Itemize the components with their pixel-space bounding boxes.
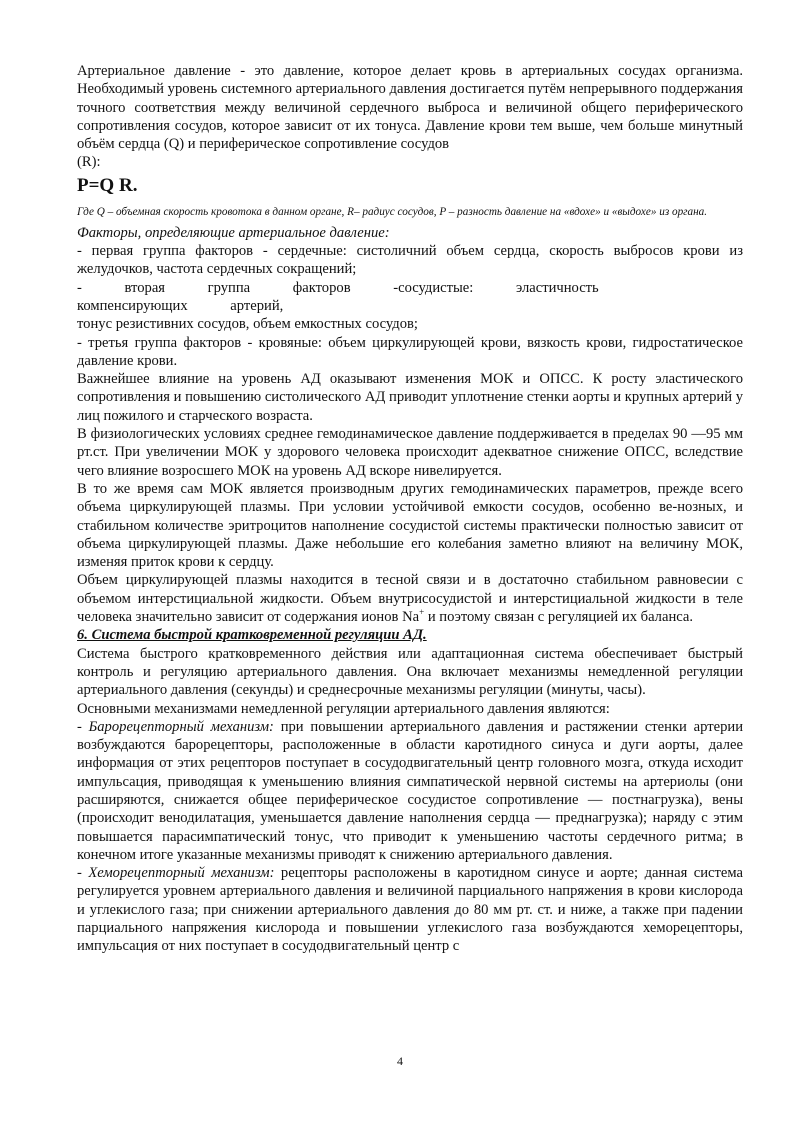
paragraph-physiology: В физиологических условиях среднее гемодинамическое давление поддерживается в пределах 90 —95 мм рт.ст. При увеличении МОК у здорового человека происходит адекватное снижение ОПСС, вследствие чего влияние возросшего МОК на уровень АД вскоре нивелируется. [77,426,743,479]
paragraph-chemoreceptor: - Хеморецепторный механизм: рецепторы расположены в каротидном синусе и аорте; данная система регулируется уровнем артериального давления и величиной парциального напряжения в крови кислорода и углекислого газа; при снижении артериального давления до 80 мм рт. ст. и ниже, а также при падении парциального напряжения кислорода и повышении углекислого газа возбуждаются хеморецепторы, импульсация от них поступает в сосудодвигательный центр с [77,865,743,955]
page-number: 4 [397,1054,403,1068]
document-page [77,62,743,956]
paragraph-mok: В то же время сам МОК является производным других гемодинамических параметров, прежде всего объема циркулирующей плазмы. При условии устойчивой емкости сосудов, особенно ве-нозных, и стабильном количестве эритроцитов наполнение сосудистой системы практически полностью зависит от объема циркулирующей плазмы. Даже небольшие его колебания заметно влияют на величину МОК, изменяя приток крови к сердцу. [77,480,743,571]
factor-group-2-line1: - вторая группа факторов -сосудистые: эластичность компенсирующих артерий, [77,279,599,314]
paragraph-influence: Важнейшее влияние на уровень АД оказывают изменения МОК и ОПСС. К росту эластического сопротивления и повышению систолического АД приводит уплотнение стенки аорты и крупных артерий у лиц пожилого и старческого возраста. [77,371,743,424]
paragraph-system: Система быстрого кратковременного действия или адаптационная система обеспечивает быстрый контроль и регуляцию артериального давления. Она включает механизмы немедленной регуляции артериального давления (секунды) и среднесрочные механизмы регуляции (минуты, часы). [77,645,743,699]
paragraph-baroreceptor: - Барорецепторный механизм: при повышении артериального давления и растяжении стенки артерии возбуждаются барорецепторы, расположенные в области каротидного синуса и дуги аорты, далее информация от этих рецепторов поступает в сосудодвигательный центр головного мозга, откуда исходит импульсация, приводящая к уменьшению влияния симпатической нервной системы на артериолы (они расширяются, снижается общее периферическое сосудистое сопротивление — постнагрузка), вены (происходит венодилатация, уменьшается давление наполнения сердца — преднагрузка); наряду с этим повышается парасимпатический тонус, что приводит к уменьшению частоты сердечного ритма; в конечном итоге указанные механизмы приводят к снижению артериального давления. [77,718,744,863]
factor-group-1: - первая группа факторов - сердечные: систоличний объем сердца, скорость выбросов крови из желудочков, частота сердечных сокращений; [77,243,743,278]
paragraph-plasma: Объем циркулирующей плазмы находится в тесной связи и в достаточно стабильном равновесии с объемом интерстициальной жидкости. Объем внутрисосудистой и интерстициальной жидкости в теле человека значительно зависит от содержания ионов Na+ и поэтому связан с регуляцией их баланса. [77,572,743,626]
formula-note: Где Q – объемная скорость кровотока в данном органе, R– радиус сосудов, P – разность давление на «вдохе» и «выдохе» из органа. [77,205,708,218]
section-heading: 6. Система быстрой кратковременной регуляции АД. [77,627,427,644]
paragraph-intro-tail: (R): [77,154,101,171]
formula: P=Q R. [77,174,138,196]
paragraph-mechanisms: Основными механизмами немедленной регуляции артериального давления являются: [77,700,610,717]
factor-group-2-line2: тонус резистивних сосудов, объем емкостных сосудов; [77,316,418,333]
paragraph-intro: Артериальное давление - это давление, которое делает кровь в артериальных сосудах организма. Необходимый уровень системного артериального давления достигается путём непрерывного поддержания точного соответствия между величиной сердечного выброса и величиной общего периферического сопротивления сосудов, которое зависит от их тонуса. Давление крови тем выше, чем больше минутный объём сердца (Q) и периферическое сопротивление сосудов [77,63,743,153]
factors-title: Факторы, определяющие артериальное давление: [77,224,390,241]
factor-group-3: - третья группа факторов - кровяные: объем циркулирующей крови, вязкость крови, гидростатическое давление крови. [77,334,743,369]
